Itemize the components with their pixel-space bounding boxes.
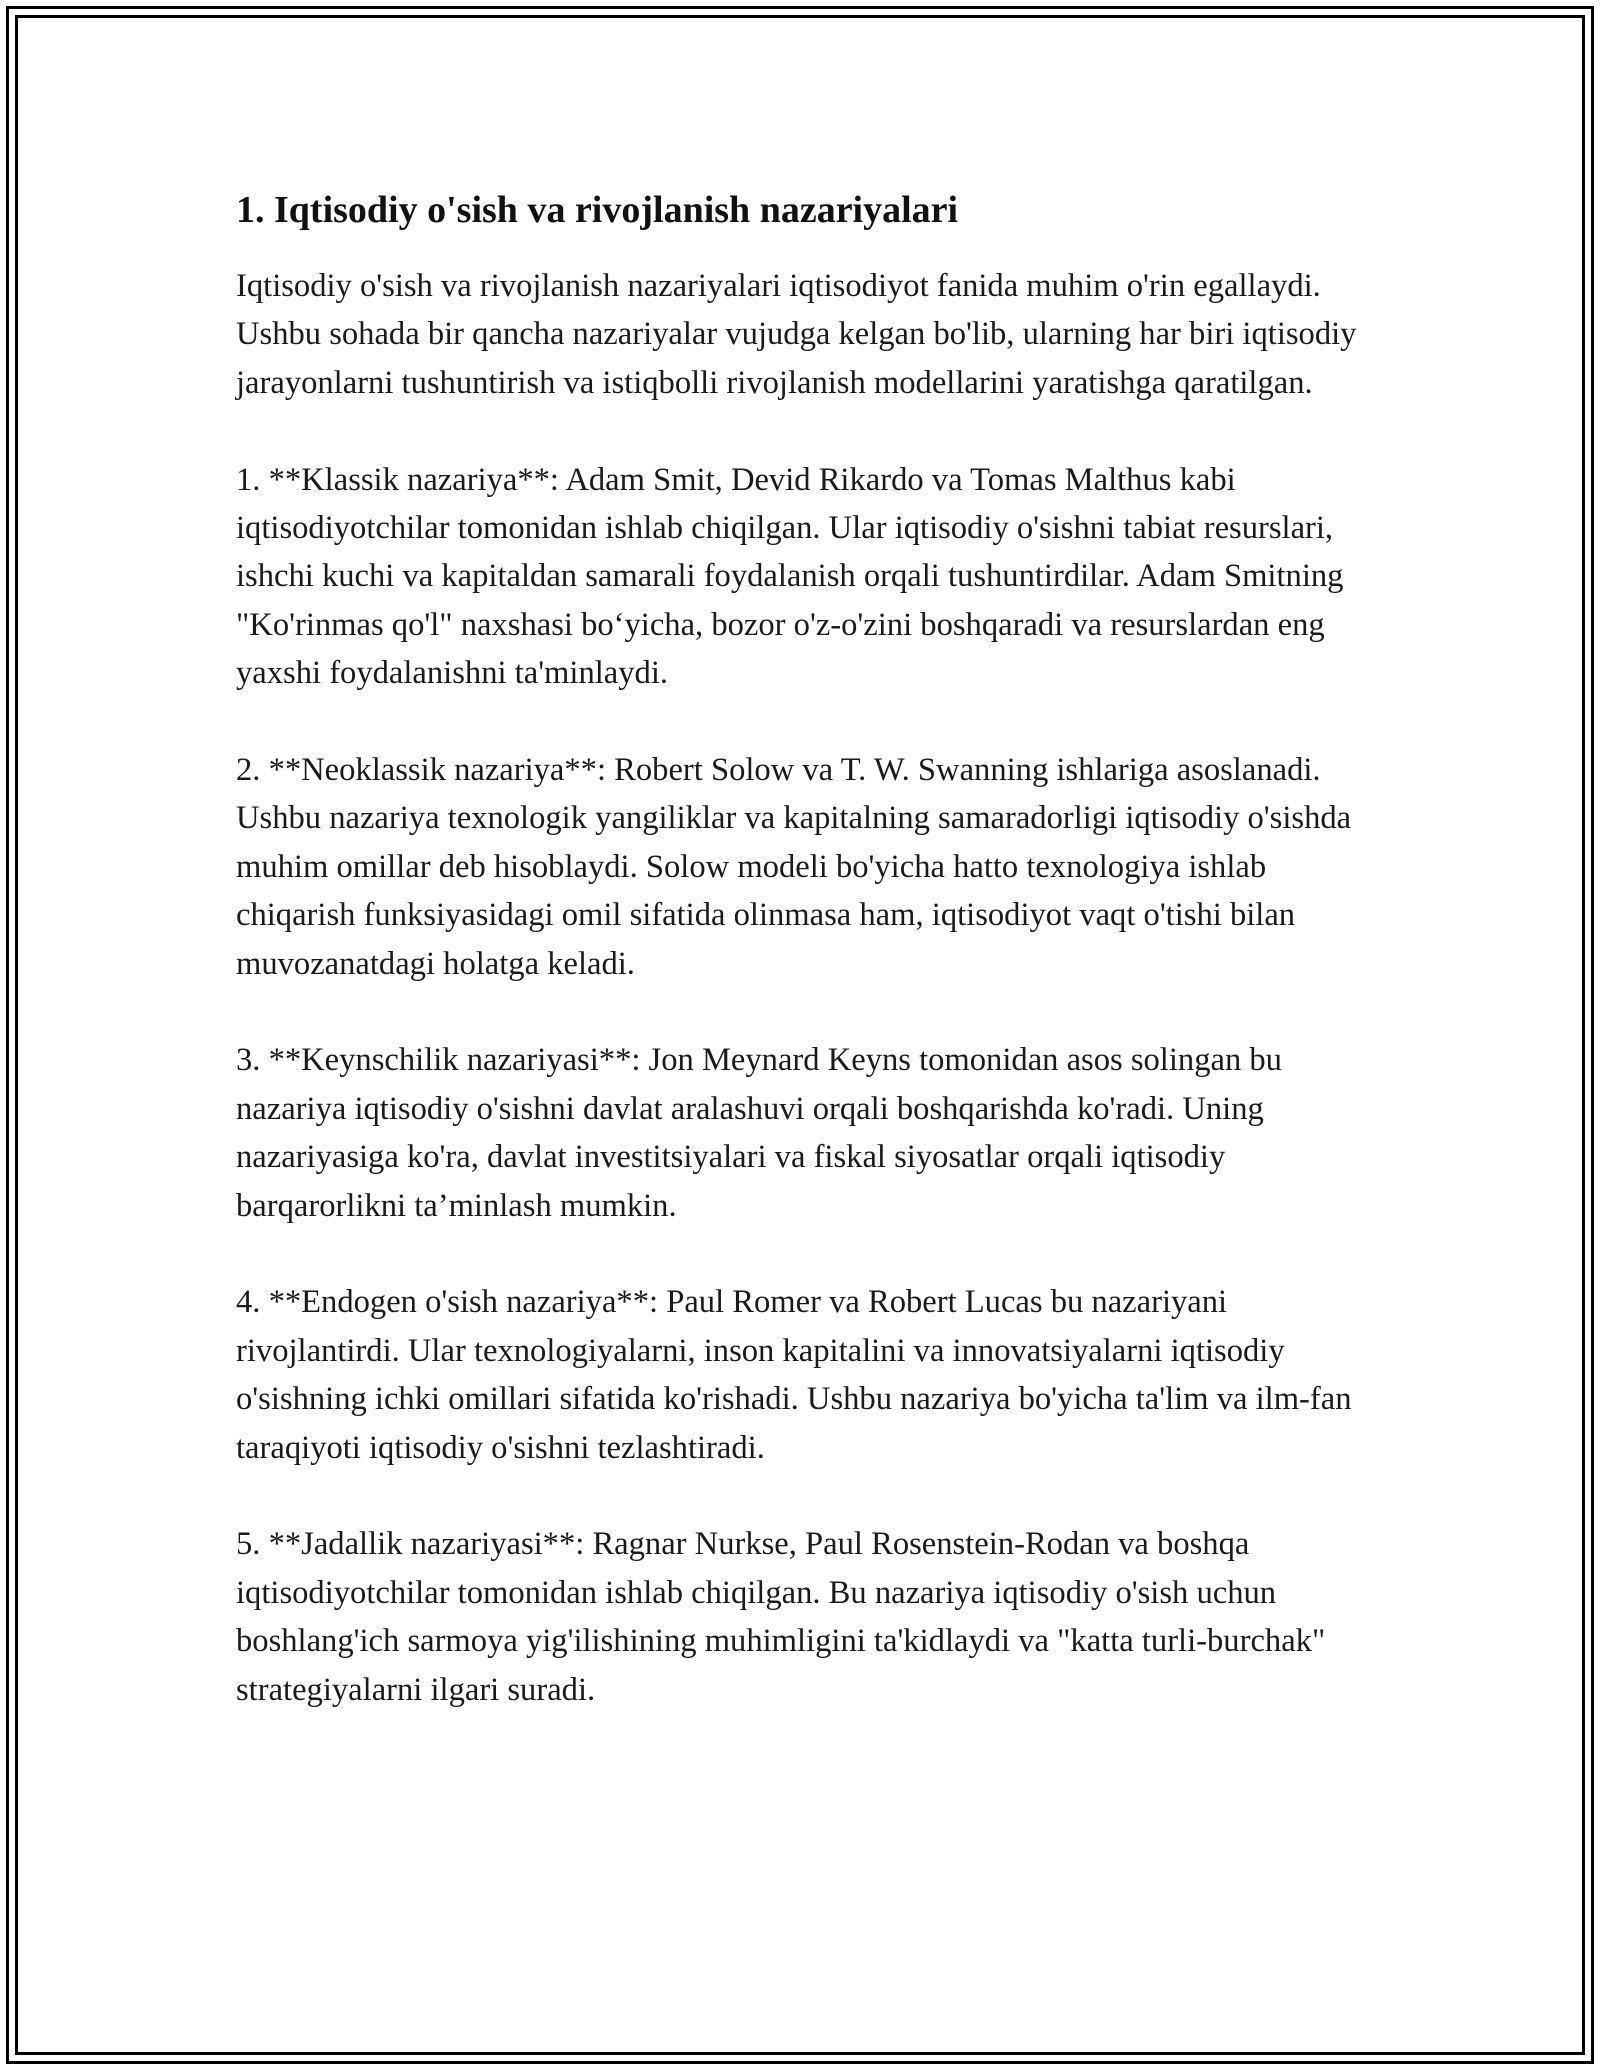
document-title: 1. Iqtisodiy o'sish va rivojlanish nazariyalari bbox=[236, 189, 959, 231]
paragraph-endogenous-growth-theory: 4. **Endogen o'sish nazariya**: Paul Romer va Robert Lucas bu nazariyani rivojlantirdi. Ular texnologiyalarni, inson kapitalini va innovatsiyalarni iqtisodiy o'sishning ichki omillari sifatida ko'rishadi. Ushbu nazariya bo'yicha ta'lim va ilm-fan taraqiyoti iqtisodiy o'sishni tezlashtiradi. bbox=[236, 1284, 1352, 1466]
paragraph-neoclassical-theory: 2. **Neoklassik nazariya**: Robert Solow va T. W. Swanning ishlariga asoslanadi. Ushbu nazariya texnologik yangiliklar va kapitalning samaradorligi iqtisodiy o'sishda muhim omillar deb hisoblaydi. Solow modeli bo'yicha hatto texnologiya ishlab chiqarish funksiyasidagi omil sifatida olinmasa ham, iqtisodiyot vaqt o'tishi bilan muvozanatdagi holatga keladi. bbox=[236, 752, 1352, 982]
paragraph-keynesian-theory: 3. **Keynschilik nazariyasi**: Jon Meynard Keyns tomonidan asos solingan bu nazariya iqtisodiy o'sishni davlat aralashuvi orqali boshqarishda ko'radi. Uning nazariyasiga ko'ra, davlat investitsiyalari va fiskal siyosatlar orqali iqtisodiy barqarorlikni ta’minlash mumkin. bbox=[236, 1042, 1282, 1224]
paragraph-intro: Iqtisodiy o'sish va rivojlanish nazariyalari iqtisodiyot fanida muhim o'rin egallaydi. Ushbu sohada bir qancha nazariyalar vujudga kelgan bo'lib, ularning har biri iqtisodiy jarayonlarni tushuntirish va istiqbolli rivojlanish modellarini yaratishga qaratilgan. bbox=[236, 268, 1357, 401]
paragraph-big-push-theory: 5. **Jadallik nazariyasi**: Ragnar Nurkse, Paul Rosenstein-Rodan va boshqa iqtisodiyotchilar tomonidan ishlab chiqilgan. Bu nazariya iqtisodiy o'sish uchun boshlang'ich sarmoya yig'ilishining muhimligini ta'kidlaydi va "katta turli-burchak" strategiyalarni ilgari suradi. bbox=[236, 1526, 1326, 1708]
paragraph-classical-theory: 1. **Klassik nazariya**: Adam Smit, Devid Rikardo va Tomas Malthus kabi iqtisodiyotchilar tomonidan ishlab chiqilgan. Ular iqtisodiy o'sishni tabiat resurslari, ishchi kuchi va kapitaldan samarali foydalanish orqali tushuntirdilar. Adam Smitning "Ko'rinmas qo'l" naxshasi bo‘yicha, bozor o'z-o'zini boshqaradi va resurslardan eng yaxshi foydalanishni ta'minlaydi. bbox=[236, 461, 1344, 692]
document-body bbox=[236, 186, 1376, 1763]
